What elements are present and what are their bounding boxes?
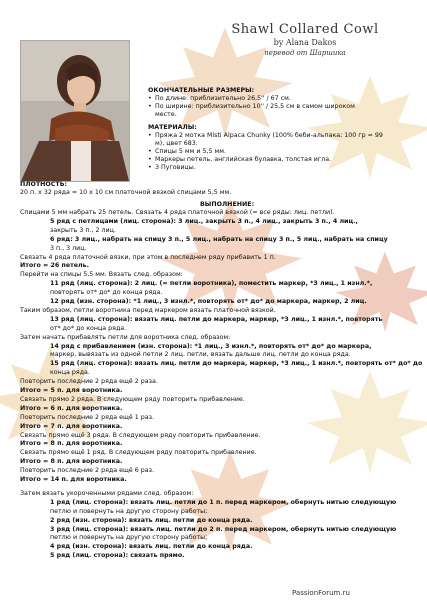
author-line: by Alana Dakos bbox=[273, 38, 337, 47]
instruction-line: 12 ряд (изн. сторона): *1 лиц., 3 изнл.*, повторять от* до* до маркера, маркер, 2 лиц. bbox=[50, 298, 367, 305]
instruction-line: Итого = 7 п. для воротника. bbox=[20, 422, 123, 430]
sizes-heading: ОКОНЧАТЕЛЬНЫЕ РАЗМЕРЫ: bbox=[148, 87, 255, 94]
instruction-line: закрыть 3 п., 2 лиц. bbox=[50, 226, 116, 234]
instruction-line: Повторить последние 2 ряда ещё 6 раз. bbox=[20, 467, 154, 475]
instruction-line: повторять от* до* до конца ряда. bbox=[50, 289, 163, 297]
size-width-cont: месте. bbox=[155, 111, 177, 118]
instruction-line: Повторить последние 2 ряда ещё 2 раза. bbox=[20, 378, 158, 386]
instruction-line: Связать прямо ещё 3 ряда. В следующем ряду повторить прибавление. bbox=[20, 431, 261, 439]
instruction-line: Затем вязать укороченными рядами след. образом: bbox=[20, 489, 194, 497]
instruction-line: 3 п., 3 лиц. bbox=[50, 244, 87, 252]
material-buttons: • 3 Пуговицы. bbox=[155, 164, 196, 172]
instruction-line: Итого = 5 п. для воротника. bbox=[20, 387, 123, 394]
translator-line: перевод от Шаршика bbox=[264, 49, 346, 57]
materials-heading: МАТЕРИАЛЫ: bbox=[148, 124, 197, 131]
watermark: PassionForum.ru bbox=[292, 589, 350, 597]
instruction-line: Повторить последние 2 ряда ещё 1 раз. bbox=[20, 413, 154, 421]
instruction-line: Итого = 8 п. для воротника. bbox=[20, 440, 123, 448]
instruction-line: 1 ряд (лиц. сторона): вязать лиц. петли до 1 п. перед маркером, обернуть нитью следующую bbox=[50, 498, 397, 506]
model-photo-image bbox=[21, 41, 129, 181]
instruction-line: 15 ряд (лиц. сторона): вязать лиц. петли до маркера, маркер, *3 лиц., 1 изнл.*, повторять от* до* до bbox=[50, 360, 423, 368]
model-photo bbox=[20, 40, 130, 182]
instruction-line: Таким образом, петли воротника перед маркером вязать платочной вязкой. bbox=[20, 306, 276, 314]
material-needles: • Спицы 5 мм и 5,5 мм. bbox=[155, 148, 226, 156]
instruction-line: петлю и повернуть на другую сторону работы; bbox=[50, 507, 208, 515]
material-yarn: • Пряжа 2 мотка Misti Alpaca Chunky (100% беби-альпака; 100 гр = 99 bbox=[155, 132, 383, 140]
instruction-line: Спицами 5 мм набрать 25 петель. Связать 4 ряда платочной вязкой (= все ряды: лиц. петли). bbox=[20, 209, 335, 216]
instruction-line: Связать прямо 2 ряда. В следующем ряду повторить прибавление. bbox=[20, 395, 245, 403]
instruction-line: Перейти на спицы 5,5 мм. Вязать след. образом: bbox=[20, 271, 183, 279]
instruction-line: 3 ряд (лиц. сторона): вязать лиц. петли до 2 п. перед маркером, обернуть нитью следующую bbox=[50, 525, 397, 533]
size-length: • По длине: приблизительно 26,5'' / 67 см. bbox=[155, 95, 291, 103]
density-text: 20 п. х 32 ряда = 10 х 10 см платочной вязкой спицами 5,5 мм. bbox=[20, 189, 232, 196]
density-heading: ПЛОТНОСТЬ: bbox=[20, 181, 68, 188]
instruction-line: 11 ряд (лиц. сторона): 2 лиц. (= петли воротника), поместить маркер, *3 лиц., 1 изнл.*, bbox=[50, 280, 373, 288]
instruction-line: Итого = 8 п. для воротника. bbox=[20, 458, 123, 466]
instruction-line: Затем начать прибавлять петли для воротника след. образом: bbox=[20, 333, 231, 341]
instruction-line: петлю и повернуть на другую сторону работы; bbox=[50, 534, 208, 542]
execution-heading: ВЫПОЛНЕНИЕ: bbox=[200, 201, 255, 208]
instruction-line: Итого = 26 петель. bbox=[20, 262, 90, 270]
instruction-line: конца ряда. bbox=[50, 369, 90, 377]
instruction-line: 14 ряд с прибавлением (изн. сторона): *1 лиц., 3 изнл.*, повторять от* до* до маркера, bbox=[50, 342, 372, 350]
material-notions: • Маркеры петель, английская булавка, толстая игла. bbox=[155, 156, 331, 164]
maple-leaf-icon bbox=[300, 60, 427, 190]
instruction-line: Итого = 14 п. для воротника. bbox=[20, 476, 127, 483]
instruction-line: 4 ряд (изн. сторона): вязать лиц. петли до конца ряда. bbox=[50, 543, 253, 551]
instruction-line: Связать 4 ряда платочной вязки, при этом в последнем ряду прибавить 1 п. bbox=[20, 253, 276, 261]
instruction-line: маркер, вывязать из одной петли 2 лиц. петли, вязать дальше лиц. петли до конца ряда. bbox=[50, 351, 351, 359]
page-title: Shawl Collared Cowl bbox=[231, 22, 379, 37]
instruction-line: 2 ряд (изн. сторона): вязать лиц. петли до конца ряда. bbox=[50, 516, 253, 524]
instruction-line: 5 ряд с петлицами (лиц. сторона): 3 лиц., закрыть 3 п., 4 лиц., закрыть 3 п., 4 лиц., bbox=[50, 217, 358, 225]
instruction-line: 6 ряд: 3 лиц., набрать на спицу 3 п., 5 лиц., набрать на спицу 3 п., 5 лиц., набрать на спицу bbox=[50, 235, 388, 243]
maple-leaf-icon bbox=[300, 360, 427, 480]
instruction-line: Связать прямо ещё 1 ряд. В следующем ряду повторить прибавление. bbox=[20, 449, 257, 457]
instruction-line: от* до* до конца ряда. bbox=[50, 324, 127, 332]
instruction-line: Итого = 6 п. для воротника. bbox=[20, 404, 123, 412]
instruction-line: 5 ряд (лиц. сторона): связать прямо. bbox=[50, 552, 185, 560]
size-width: • По ширине: приблизительно 10'' / 25,5 см в самом широком bbox=[155, 103, 355, 111]
instruction-line: 13 ряд (лиц. сторона): вязать лиц. петли до маркера, маркер, *3 лиц., 1 изнл.*, повторять bbox=[50, 315, 383, 323]
material-yarn-cont: м), цвет 683. bbox=[155, 140, 198, 147]
maple-leaf-icon bbox=[330, 230, 427, 350]
